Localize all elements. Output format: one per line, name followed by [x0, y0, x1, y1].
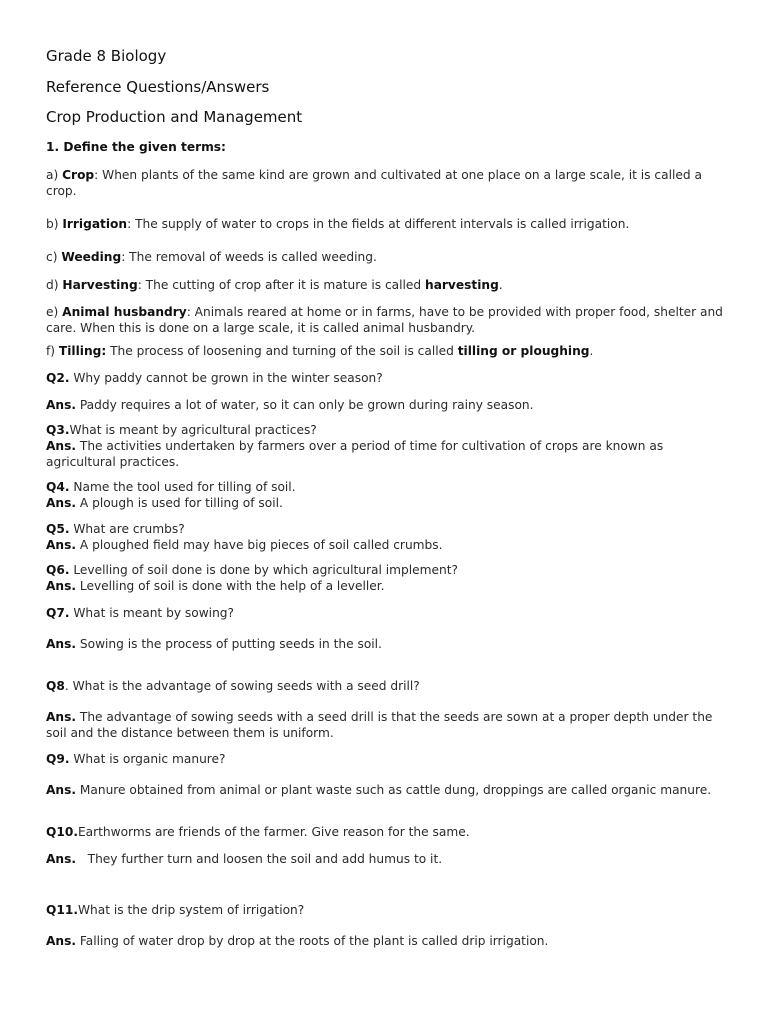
term-definition-tilling	[46, 343, 726, 359]
question-text: What is the drip system of irrigation?	[77, 903, 305, 917]
answer-text: Manure obtained from animal or plant waste such as cattle dung, droppings are called organic manure.	[76, 783, 712, 797]
term-text: : The supply of water to crops in the fields at different intervals is called irrigation.	[127, 217, 630, 231]
question-text: Name the tool used for tilling of soil.	[69, 480, 296, 494]
term-definition-animal-husbandry	[46, 304, 726, 336]
answer-q10	[46, 851, 726, 867]
answer-q4	[46, 495, 726, 511]
question-label: Q3.	[46, 423, 70, 437]
document-subtitle: Reference Questions/Answers	[46, 78, 270, 96]
question-text: Levelling of soil done is done by which agricultural implement?	[69, 563, 458, 577]
term-prefix: c)	[46, 250, 62, 264]
answer-text: Sowing is the process of putting seeds in the soil.	[76, 637, 382, 651]
term-prefix: d)	[46, 278, 63, 292]
term-text: The process of loosening and turning of the soil is called	[106, 344, 458, 358]
answer-label: Ans.	[46, 496, 76, 510]
question-text: Earthworms are friends of the farmer. Give reason for the same.	[77, 825, 470, 839]
question-q7	[46, 605, 726, 621]
question-q4	[46, 479, 726, 495]
answer-q2	[46, 397, 726, 413]
term-definition-weeding	[46, 249, 726, 265]
answer-q6	[46, 578, 726, 594]
answer-text: The activities undertaken by farmers over a period of time for cultivation of crops are known as agricultural practices.	[46, 439, 664, 469]
answer-label: Ans.	[46, 934, 76, 948]
term-text: : Animals reared at home or in farms, have to be provided with proper food, shelter and care. When this is done on a large scale, it is called animal husbandry.	[46, 305, 723, 335]
question-text: What are crumbs?	[69, 522, 185, 536]
question-text: What is meant by agricultural practices?	[69, 423, 317, 437]
term-name: Weeding	[61, 250, 122, 264]
section-title-text: 1. Define the given terms:	[46, 140, 226, 154]
question-label: Q4.	[46, 480, 70, 494]
question-q8	[46, 678, 726, 694]
term-name: Crop	[62, 168, 95, 182]
term-suffix: .	[589, 344, 594, 358]
answer-q7	[46, 636, 726, 652]
question-label: Q5.	[46, 522, 70, 536]
section-title	[46, 139, 726, 155]
answer-label: Ans.	[46, 852, 76, 866]
answer-label: Ans.	[46, 783, 76, 797]
answer-text: The advantage of sowing seeds with a seed drill is that the seeds are sown at a proper depth under the soil and the distance between them is uniform.	[46, 710, 713, 740]
term-text: : The cutting of crop after it is mature is called	[137, 278, 426, 292]
question-label: Q8	[46, 679, 65, 693]
term-prefix: f)	[46, 344, 59, 358]
term-definition-harvesting	[46, 277, 726, 293]
answer-q3	[46, 438, 726, 470]
question-q2	[46, 370, 726, 386]
term-prefix: b)	[46, 217, 63, 231]
question-q11	[46, 902, 726, 918]
term-name: Irrigation	[62, 217, 128, 231]
term-emphasis: tilling or ploughing	[457, 344, 590, 358]
term-emphasis: harvesting	[425, 278, 499, 292]
term-name: Animal husbandry	[62, 305, 187, 319]
answer-q5	[46, 537, 726, 553]
answer-text: They further turn and loosen the soil and add humus to it.	[76, 852, 443, 866]
question-text: . What is the advantage of sowing seeds with a seed drill?	[64, 679, 420, 693]
question-label: Q2.	[46, 371, 70, 385]
question-label: Q9.	[46, 752, 70, 766]
question-q10	[46, 824, 726, 840]
answer-text: A ploughed field may have big pieces of soil called crumbs.	[76, 538, 443, 552]
answer-text: A plough is used for tilling of soil.	[76, 496, 283, 510]
term-text: : The removal of weeds is called weeding.	[121, 250, 377, 264]
question-q9	[46, 751, 726, 767]
question-label: Q11.	[46, 903, 78, 917]
answer-q9	[46, 782, 726, 798]
term-prefix: e)	[46, 305, 63, 319]
term-name: Tilling:	[58, 344, 107, 358]
answer-label: Ans.	[46, 579, 76, 593]
answer-label: Ans.	[46, 637, 76, 651]
question-q5	[46, 521, 726, 537]
answer-text: Paddy requires a lot of water, so it can only be grown during rainy season.	[76, 398, 534, 412]
answer-q8	[46, 709, 726, 741]
question-q6	[46, 562, 726, 578]
question-text: What is organic manure?	[69, 752, 226, 766]
answer-label: Ans.	[46, 538, 76, 552]
answer-text: Falling of water drop by drop at the roots of the plant is called drip irrigation.	[76, 934, 549, 948]
document-title: Grade 8 Biology	[46, 47, 167, 65]
question-label: Q7.	[46, 606, 70, 620]
term-definition-crop	[46, 167, 726, 199]
question-text: What is meant by sowing?	[69, 606, 234, 620]
answer-text: Levelling of soil is done with the help of a leveller.	[76, 579, 385, 593]
term-definition-irrigation	[46, 216, 726, 232]
question-label: Q10.	[46, 825, 78, 839]
question-q3	[46, 422, 726, 438]
term-suffix: .	[498, 278, 503, 292]
term-name: Harvesting	[62, 278, 138, 292]
question-text: Why paddy cannot be grown in the winter season?	[69, 371, 383, 385]
answer-label: Ans.	[46, 398, 76, 412]
answer-label: Ans.	[46, 439, 76, 453]
document-topic: Crop Production and Management	[46, 108, 303, 126]
answer-label: Ans.	[46, 710, 76, 724]
answer-q11	[46, 933, 726, 949]
term-text: : When plants of the same kind are grown and cultivated at one place on a large scale, it is called a crop.	[46, 168, 702, 198]
question-label: Q6.	[46, 563, 70, 577]
term-prefix: a)	[46, 168, 63, 182]
